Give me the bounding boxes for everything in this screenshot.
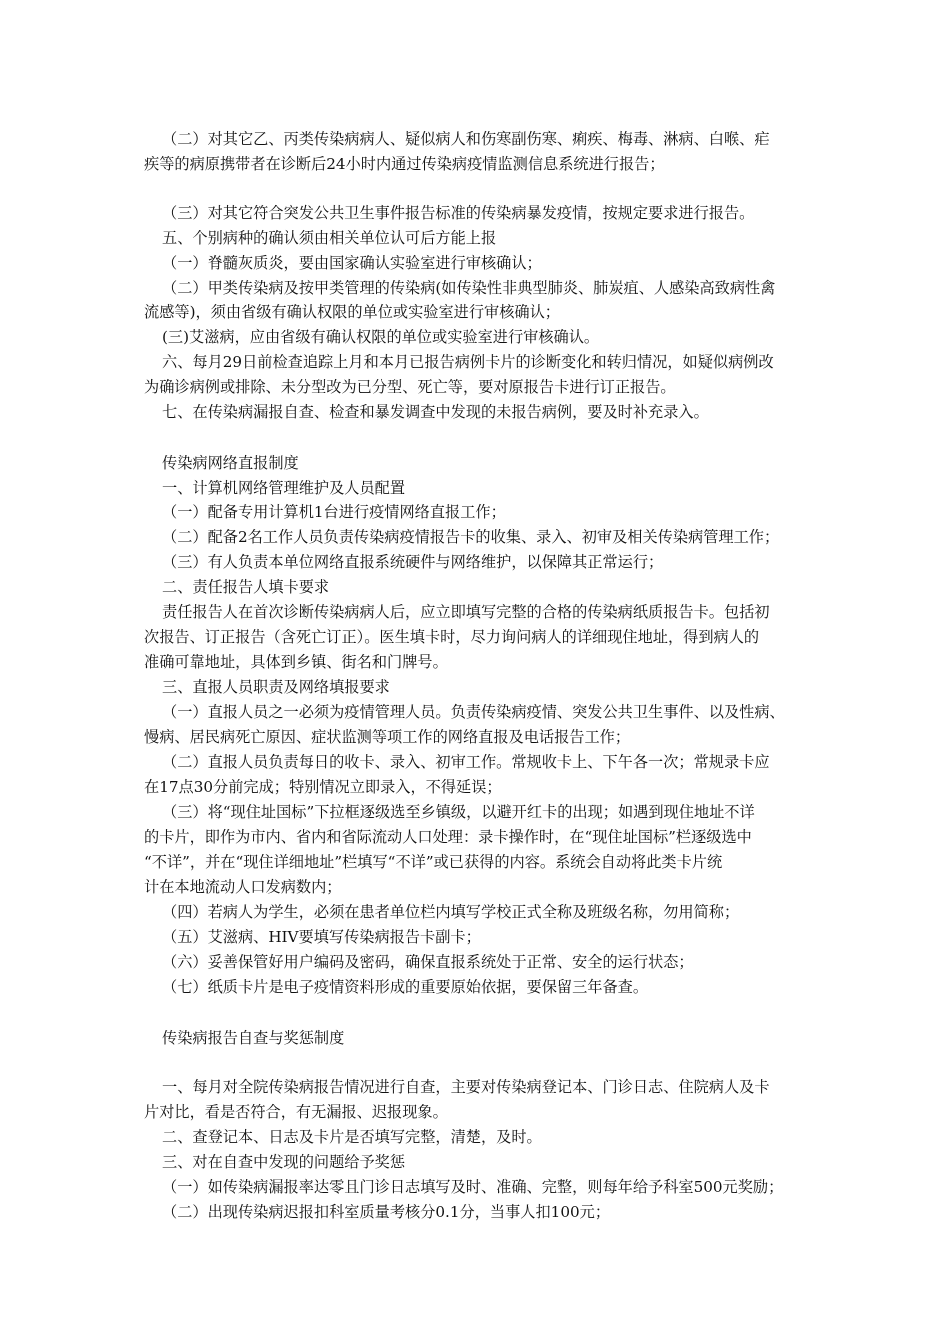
document-section-title: 传染病网络直报制度: [162, 454, 299, 472]
section-heading: 五、个别病种的确认须由相关单位认可后方能上报: [162, 229, 497, 247]
section-heading: 七、在传染病漏报自查、检查和暴发调查中发现的未报告病例，要及时补充录入。: [162, 403, 709, 421]
paragraph-line: （五）艾滋病、HIV要填写传染病报告卡副卡；: [162, 928, 481, 946]
paragraph-line: （三）将“现住址国标”下拉框逐级选至乡镇级，以避开红卡的出现；如遇到现住地址不详: [162, 803, 755, 821]
paragraph-line: （二）配备2名工作人员负责传染病疫情报告卡的收集、录入、初审及相关传染病管理工作；: [162, 528, 780, 546]
paragraph-line: （一）脊髓灰质炎，要由国家确认实验室进行审核确认；: [162, 254, 542, 272]
paragraph-line: (三)艾滋病，应由省级有确认权限的单位或实验室进行审核确认。: [162, 328, 600, 346]
paragraph-line: （三）对其它符合突发公共卫生事件报告标准的传染病暴发疫情，按规定要求进行报告。: [162, 204, 755, 222]
paragraph-line: 片对比，看是否符合，有无漏报、迟报现象。: [144, 1103, 448, 1121]
paragraph-line: 准确可靠地址，具体到乡镇、街名和门牌号。: [144, 653, 448, 671]
paragraph-line: （四）若病人为学生，必须在患者单位栏内填写学校正式全称及班级名称，勿用简称；: [162, 903, 740, 921]
section-heading: 三、直报人员职责及网络填报要求: [162, 678, 390, 696]
paragraph-line: 计在本地流动人口发病数内；: [144, 878, 342, 896]
paragraph-line: 慢病、居民病死亡原因、症状监测等项工作的网络直报及电话报告工作；: [144, 728, 630, 746]
paragraph-line: 为确诊病例或排除、未分型改为已分型、死亡等，要对原报告卡进行订正报告。: [144, 378, 676, 396]
paragraph-line: （七）纸质卡片是电子疫情资料形成的重要原始依据，要保留三年备查。: [162, 978, 648, 996]
section-heading: 一、计算机网络管理维护及人员配置: [162, 479, 405, 497]
paragraph-line: （一）如传染病漏报率达零且门诊日志填写及时、准确、完整，则每年给予科室500元奖励；: [162, 1178, 784, 1196]
paragraph-line: 次报告、订正报告（含死亡订正）。医生填卡时，尽力询问病人的详细现住地址，得到病人的: [144, 628, 760, 646]
paragraph-line: （一）直报人员之一必须为疫情管理人员。负责传染病疫情、突发公共卫生事件、以及性病、: [162, 703, 785, 721]
paragraph-line: （三）有人负责本单位网络直报系统硬件与网络维护，以保障其正常运行；: [162, 553, 664, 571]
paragraph-line: 的卡片，即作为市内、省内和省际流动人口处理：录卡操作时，在“现住址国标”栏逐级选中: [144, 828, 752, 846]
section-heading: 二、查登记本、日志及卡片是否填写完整，清楚，及时。: [162, 1128, 542, 1146]
document-section-title: 传染病报告自查与奖惩制度: [162, 1029, 345, 1047]
section-heading: 二、责任报告人填卡要求: [162, 578, 330, 596]
section-heading: 三、对在自查中发现的问题给予奖惩: [162, 1153, 405, 1171]
paragraph-line: （二）对其它乙、丙类传染病病人、疑似病人和伤寒副伤寒、痢疾、梅毒、淋病、白喉、疟: [162, 130, 770, 148]
paragraph-line: “不详”，并在“现住详细地址”栏填写“不详”或已获得的内容。系统会自动将此类卡片统: [144, 853, 723, 871]
paragraph-line: （六）妥善保管好用户编码及密码，确保直报系统处于正常、安全的运行状态；: [162, 953, 694, 971]
paragraph-line: 流感等)，须由省级有确认权限的单位或实验室进行审核确认；: [144, 303, 560, 321]
paragraph-line: 责任报告人在首次诊断传染病病人后，应立即填写完整的合格的传染病纸质报告卡。包括初: [162, 603, 770, 621]
paragraph-line: （二）甲类传染病及按甲类管理的传染病(如传染性非典型肺炎、肺炭疽、人感染高致病性禽: [162, 279, 776, 297]
section-heading: 一、每月对全院传染病报告情况进行自查，主要对传染病登记本、门诊日志、住院病人及卡: [162, 1078, 770, 1096]
paragraph-line: 在17点30分前完成；特别情况立即录入，不得延误；: [144, 778, 502, 796]
section-heading: 六、每月29日前检查追踪上月和本月已报告病例卡片的诊断变化和转归情况，如疑似病例改: [162, 353, 774, 371]
paragraph-line: （一）配备专用计算机1台进行疫情网络直报工作；: [162, 503, 506, 521]
paragraph-line: （二）出现传染病迟报扣科室质量考核分0.1分，当事人扣100元；: [162, 1203, 611, 1221]
paragraph-line: （二）直报人员负责每日的收卡、录入、初审工作。常规收卡上、下午各一次；常规录卡应: [162, 753, 770, 771]
paragraph-line: 疾等的病原携带者在诊断后24小时内通过传染病疫情监测信息系统进行报告；: [144, 155, 665, 173]
